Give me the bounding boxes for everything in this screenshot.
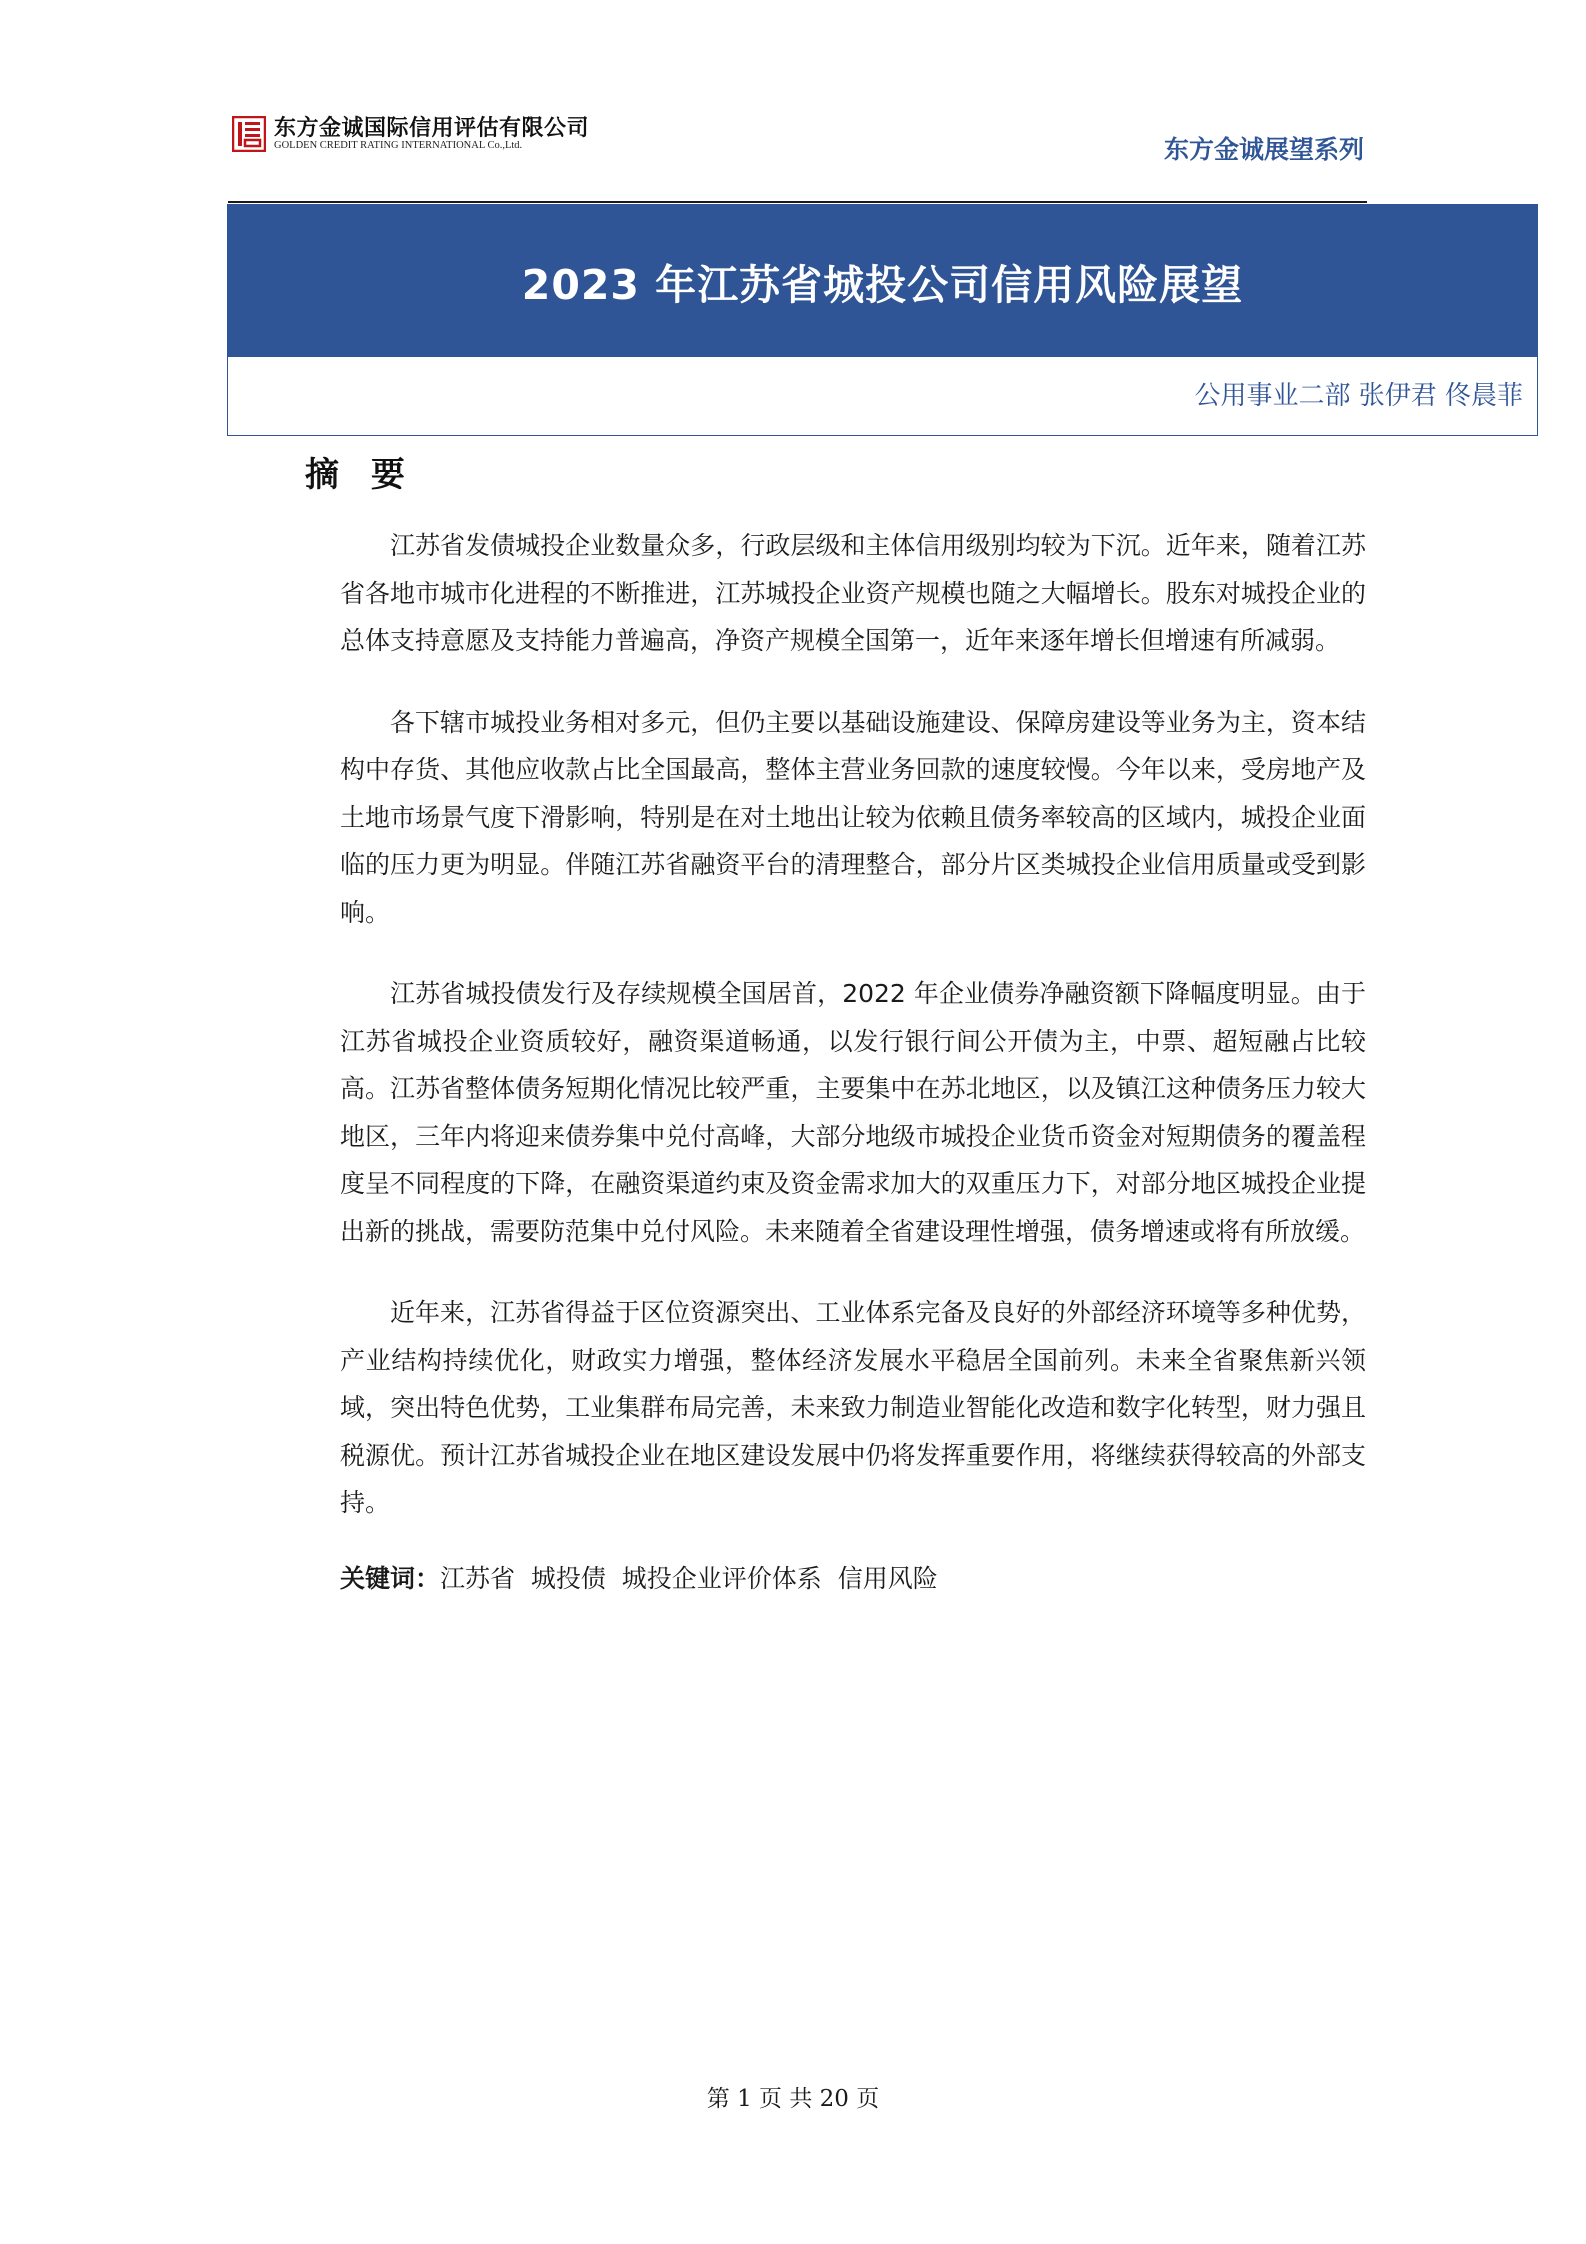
abstract-body [340,522,1366,1602]
company-name-en: GOLDEN CREDIT RATING INTERNATIONAL Co.,Ltd. [274,140,523,151]
abstract-heading: 摘 要 [305,455,415,495]
series-title: 东方金诚展望系列 [1163,135,1364,164]
header-divider [228,201,1367,203]
abstract-paragraph: 各下辖市城投业务相对多元，但仍主要以基础设施建设、保障房建设等业务为主，资本结构中存货、其他应收款占比全国最高，整体主营业务回款的速度较慢。今年以来，受房地产及土地市场景气度下滑影响，特别是在对土地出让较为依赖且债务率较高的区域内，城投企业面临的压力更为明显。伴随江苏省融资平台的清理整合，部分片区类城投企业信用质量或受到影响。 [340,707,1366,927]
page-number: 第 1 页 共 20 页 [706,2086,880,2112]
keywords-text: 江苏省 城投债 城投企业评价体系 信用风险 [440,1563,938,1593]
title-banner [228,205,1537,357]
company-logo [232,112,589,156]
company-name [274,116,589,152]
keywords [340,1555,1366,1603]
document-title: 2023 年江苏省城投公司信用风险展望 [521,260,1244,309]
company-name-cn: 东方金诚国际信用评估有限公司 [274,115,590,141]
abstract-paragraph: 江苏省城投债发行及存续规模全国居首，2022 年企业债券净融资额下降幅度明显。由于江苏省城投企业资质较好，融资渠道畅通，以发行银行间公开债为主，中票、超短融占比较高。江苏省整体债务短期化情况比较严重，主要集中在苏北地区，以及镇江这种债务压力较大地区，三年内将迎来债券集中兑付高峰，大部分地级市城投企业货币资金对短期债务的覆盖程度呈不同程度的下降，在融资渠道约束及资金需求加大的双重压力下，对部分地区城投企业提出新的挑战，需要防范集中兑付风险。未来随着全省建设理性增强，债务增速或将有所放缓。 [340,979,1366,1246]
title-box [227,204,1538,436]
keywords-label: 关键词： [340,1563,441,1593]
authors: 公用事业二部 张伊君 佟晨菲 [1194,381,1523,411]
abstract-paragraph: 江苏省发债城投企业数量众多，行政层级和主体信用级别均较为下沉。近年来，随着江苏省各地市城市化进程的不断推进，江苏城投企业资产规模也随之大幅增长。股东对城投企业的总体支持意愿及支持能力普遍高，净资产规模全国第一，近年来逐年增长但增速有所减弱。 [340,531,1366,655]
abstract-paragraph: 近年来，江苏省得益于区位资源突出、工业体系完备及良好的外部经济环境等多种优势，产业结构持续优化，财政实力增强，整体经济发展水平稳居全国前列。未来全省聚焦新兴领域，突出特色优势，工业集群布局完善，未来致力制造业智能化改造和数字化转型，财力强且税源优。预计江苏省城投企业在地区建设发展中仍将发挥重要作用，将继续获得较高的外部支持。 [340,1298,1366,1517]
golden-credit-logo-icon [232,116,266,152]
